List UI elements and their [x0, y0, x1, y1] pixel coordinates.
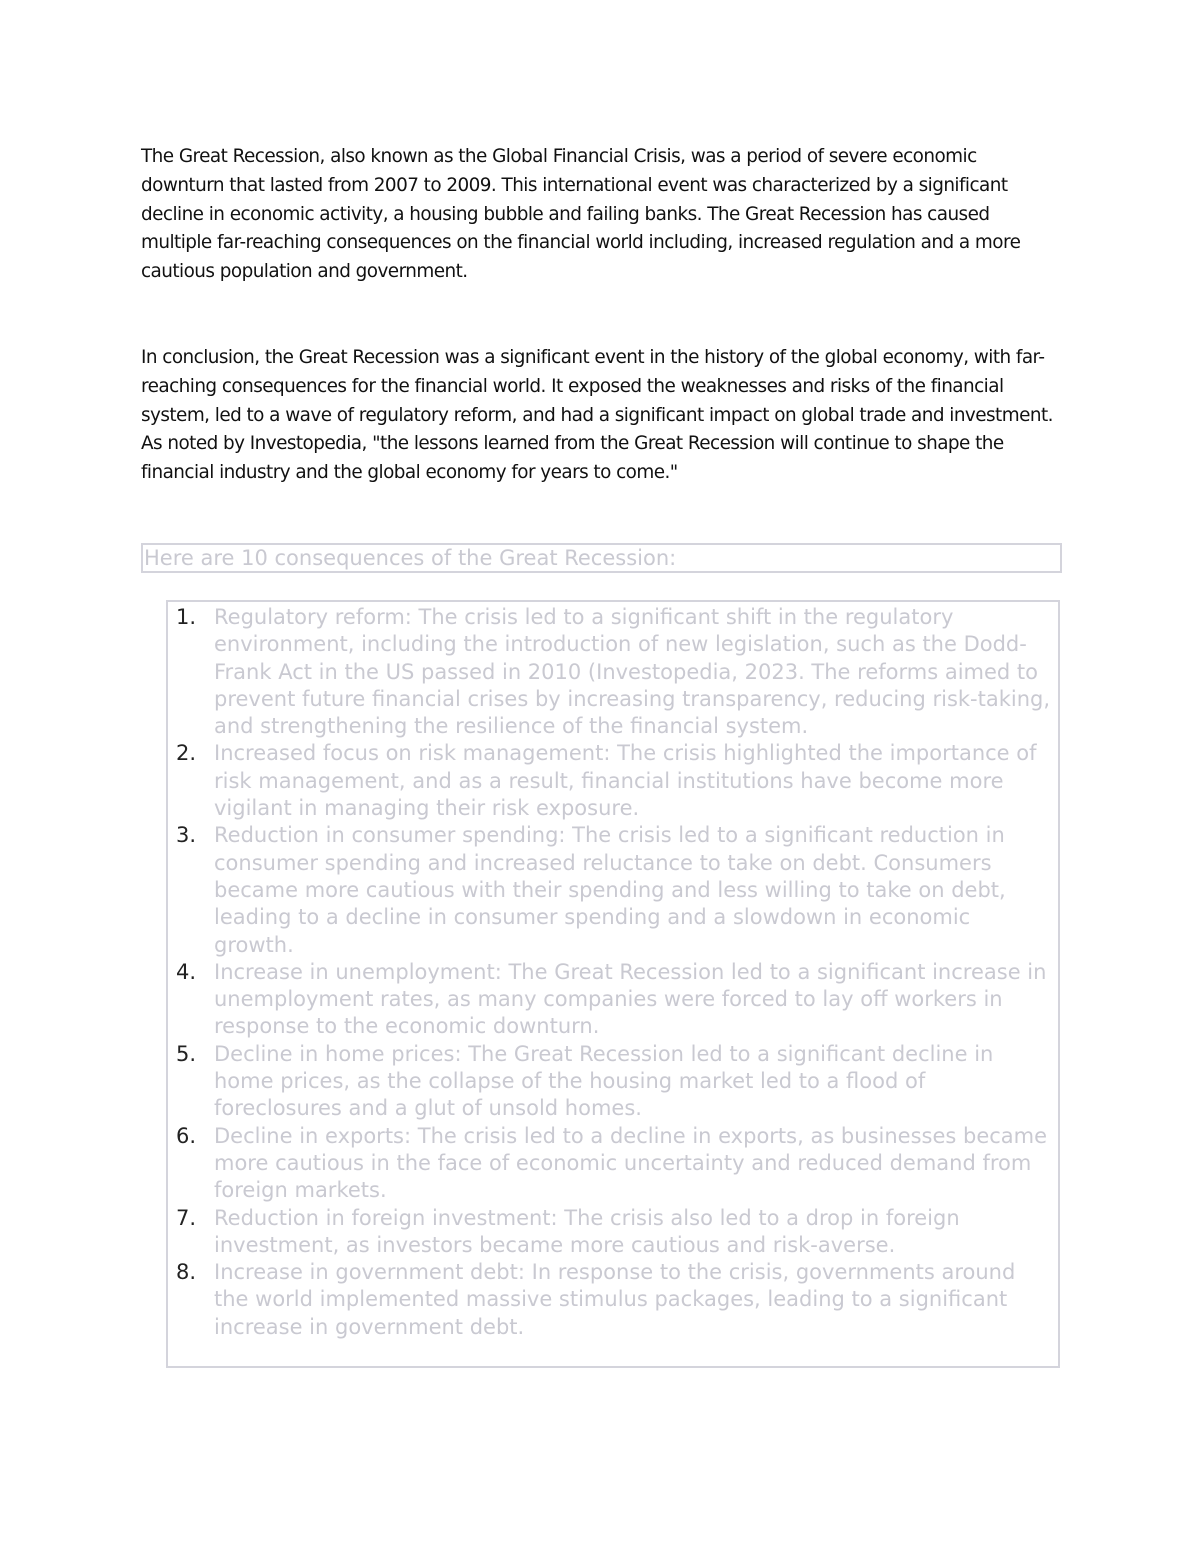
list-item-number: 3.: [176, 823, 197, 848]
list-item-number: 4.: [176, 959, 197, 984]
list-item: [168, 604, 1058, 740]
list-item-number: 6.: [176, 1123, 197, 1148]
faded-consequences-box: [166, 600, 1060, 1368]
conclusion-paragraph: In conclusion, the Great Recession was a significant event in the history of the global economy, with far-reaching consequences for the financial world. It exposed the weaknesses and risks of the financial system, led to a wave of regulatory reform, and had a significant impact on global trade and investment. As noted by Investopedia, "the lessons learned from the Great Recession will continue to shape the financial industry and the global economy for years to come.": [141, 347, 1053, 484]
list-item-number: 8.: [176, 1260, 197, 1285]
list-item-text: Increase in unemployment: The Great Recession led to a significant increase in unemployment rates, as many companies were forced to lay off workers in response to the economic downturn.: [214, 959, 1047, 1039]
list-item-text: Increase in government debt: In response to the crisis, governments around the world implemented massive stimulus packages, leading to a significant increase in government debt.: [214, 1260, 1016, 1339]
list-item: [168, 1259, 1058, 1341]
list-item-number: 5.: [176, 1041, 197, 1066]
list-item: [168, 1205, 1058, 1260]
list-item-text: Reduction in foreign investment: The crisis also led to a drop in foreign investment, as investors became more cautious and risk-averse.: [214, 1205, 960, 1257]
list-item: [168, 1123, 1058, 1205]
list-item-text: Increased focus on risk management: The crisis highlighted the importance of risk management, and as a result, financial institutions have become more vigilant in managing their risk exposure.: [214, 741, 1037, 821]
list-item-text: Decline in exports: The crisis led to a decline in exports, as businesses became more cautious in the face of economic uncertainty and reduced demand from foreign markets.: [214, 1123, 1048, 1203]
list-item-text: Decline in home prices: The Great Recession led to a significant decline in home prices, as the collapse of the housing market led to a flood of foreclosures and a glut of unsold homes.: [214, 1041, 994, 1121]
list-item-number: 2.: [176, 741, 197, 766]
list-item-number: 7.: [176, 1205, 197, 1230]
intro-paragraph: The Great Recession, also known as the Global Financial Crisis, was a period of severe economic downturn that lasted from 2007 to 2009. This international event was characterized by a significant decline in economic activity, a housing bubble and failing banks. The Great Recession has caused multiple far-reaching consequences on the financial world including, increased regulation and a more cautious population and government.: [141, 146, 1021, 283]
list-item-text: Reduction in consumer spending: The crisis led to a significant reduction in consumer spending and increased reluctance to take on debt. Consumers became more cautious with their spending and less willing to take on debt, leading to a decline in consumer spending and a slowdown in economic growth.: [214, 823, 1006, 957]
consequences-list: [168, 604, 1058, 1341]
list-item: [168, 959, 1058, 1041]
list-item-number: 1.: [176, 605, 197, 629]
list-item: [168, 822, 1058, 958]
list-item: [168, 1041, 1058, 1123]
faded-list-heading: Here are 10 consequences of the Great Recession:: [141, 543, 1062, 573]
list-item-text: Regulatory reform: The crisis led to a significant shift in the regulatory environment, including the introduction of new legislation, such as the Dodd-Frank Act in the US passed in 2010 (Investopedia, 2023. The reforms aimed to prevent future financial crises by increasing transparency, reducing risk-taking, and strengthening the resilience of the financial system.: [214, 605, 1051, 739]
list-item: [168, 740, 1058, 822]
